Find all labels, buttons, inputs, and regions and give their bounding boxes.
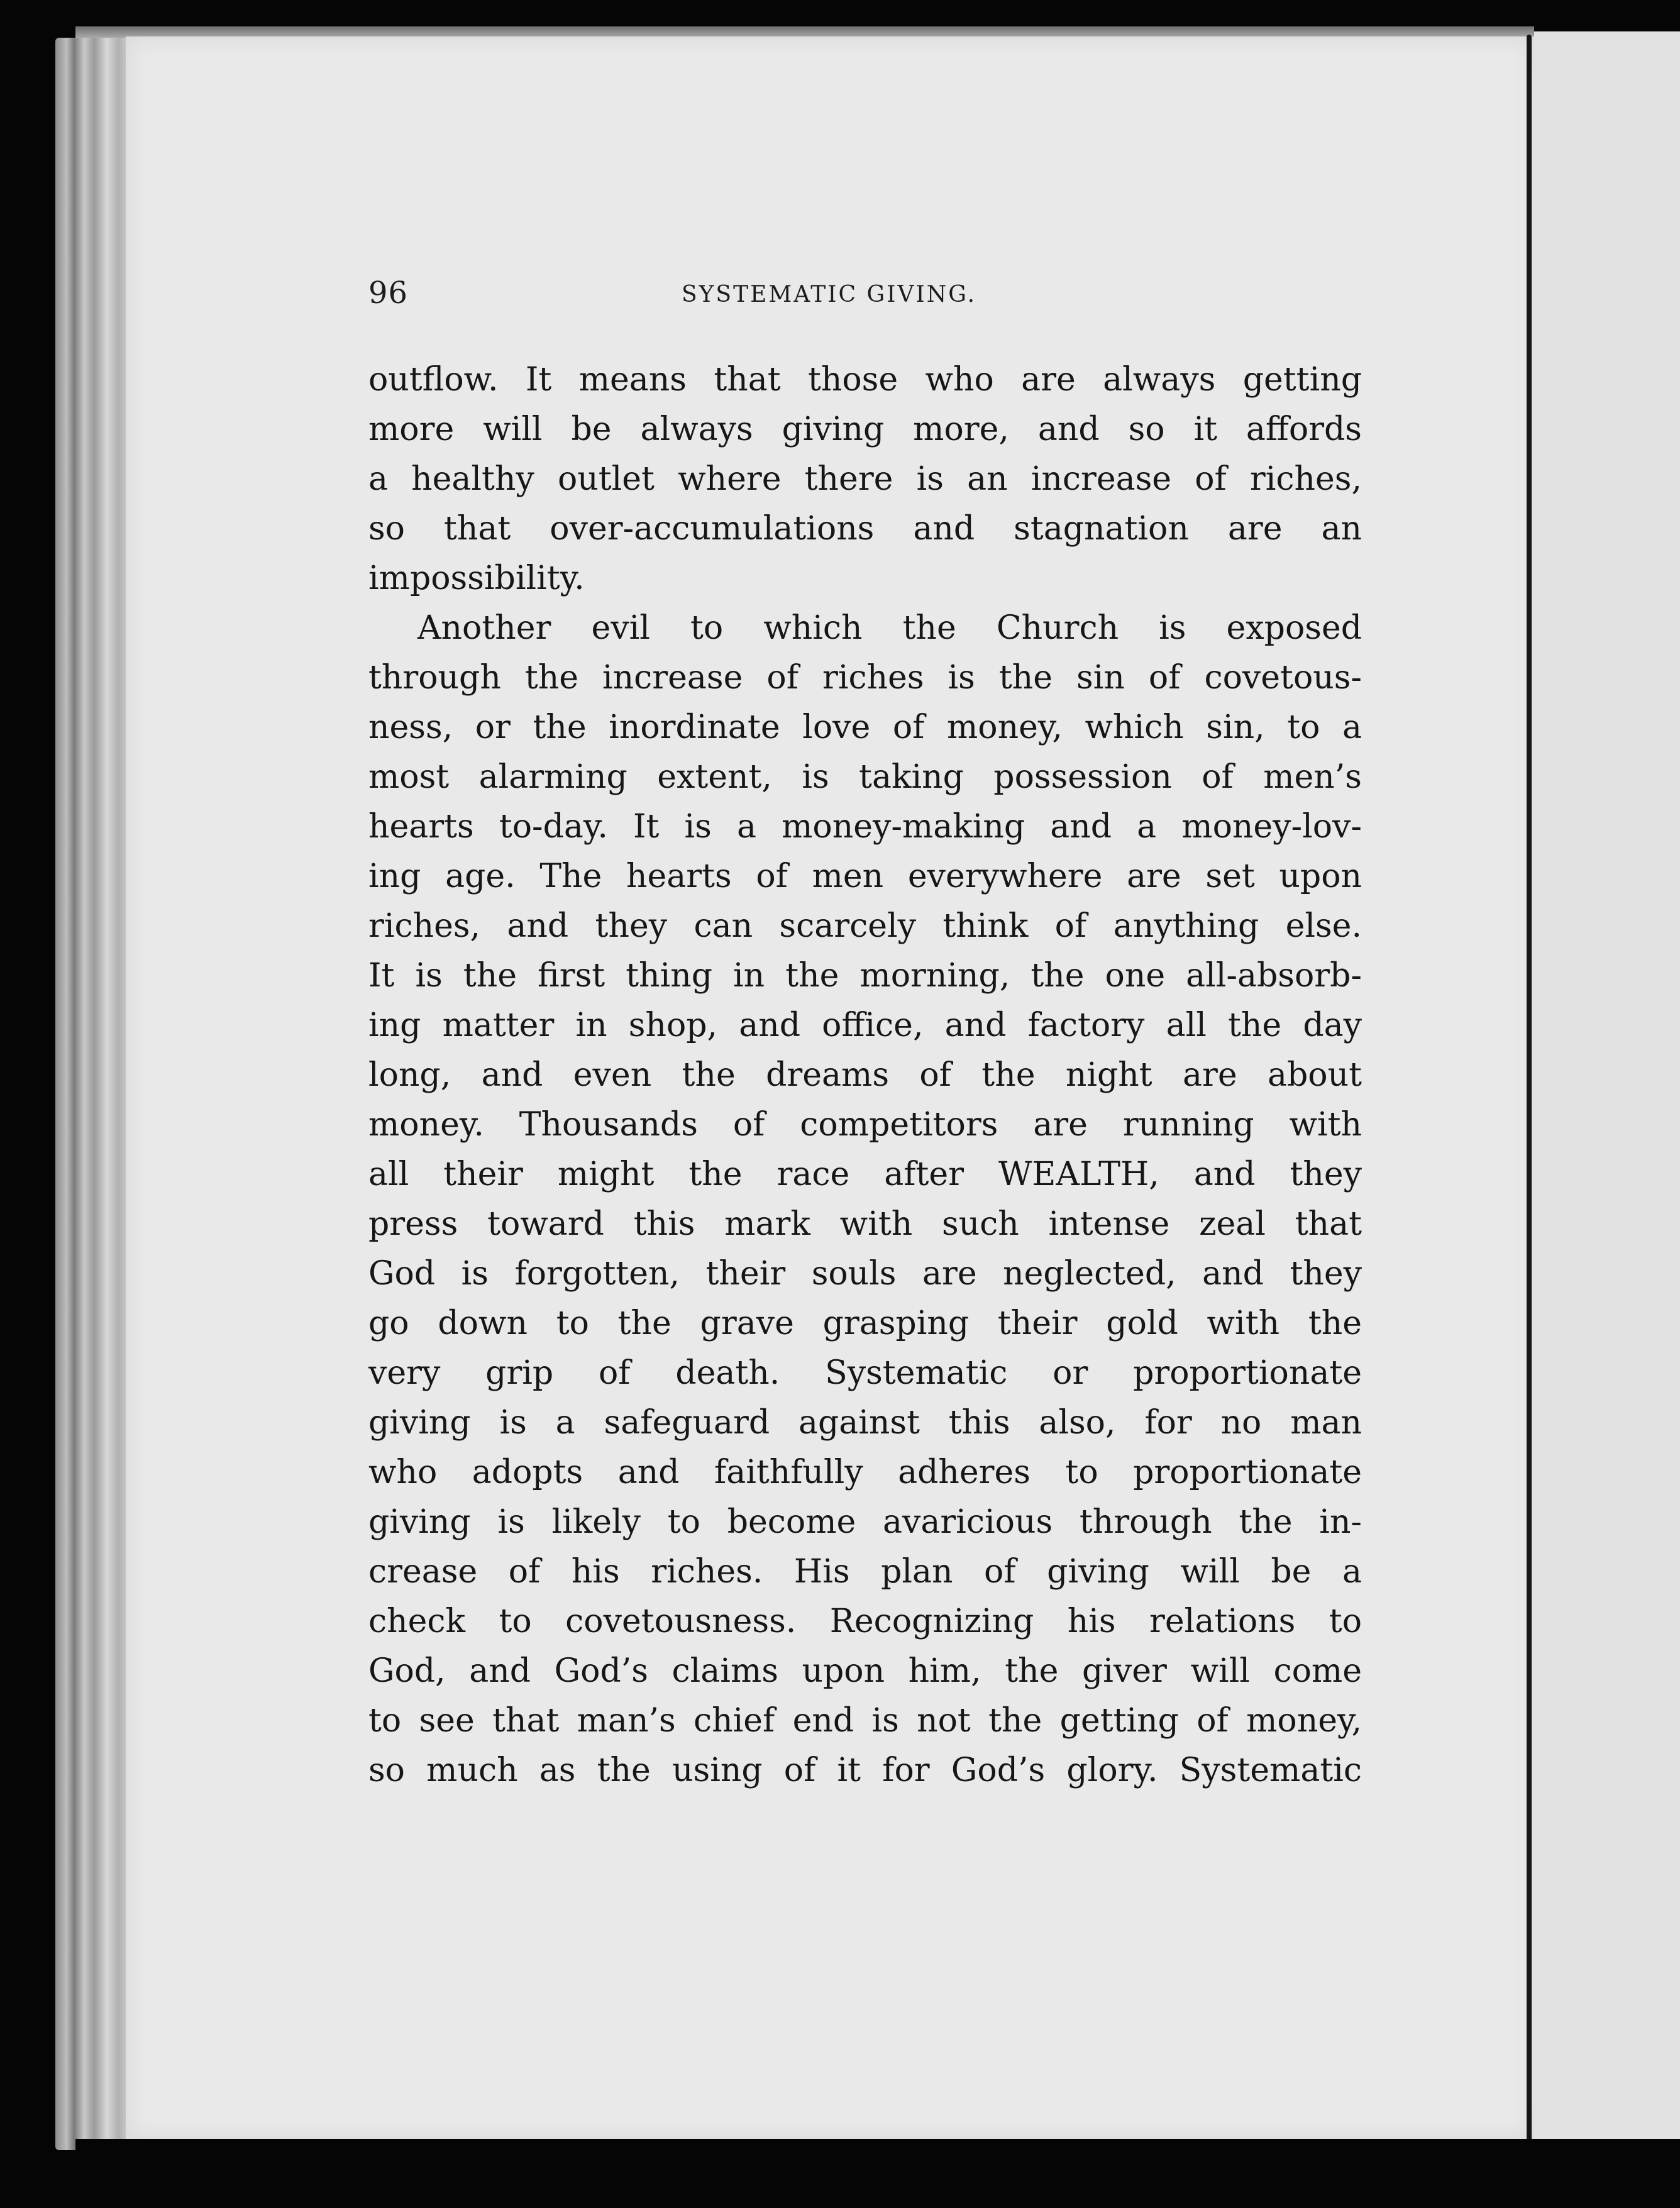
text-line: impossibility. bbox=[368, 560, 585, 597]
text-line: giving is likely to become avaricious through the in- bbox=[368, 1503, 1362, 1541]
text-line: It is the first thing in the morning, the one all-absorb- bbox=[368, 957, 1362, 995]
paragraph-1 bbox=[368, 355, 1362, 604]
text-line: Another evil to which the Church is exposed bbox=[417, 609, 1362, 647]
text-line: riches, and they can scarcely think of anything else. bbox=[368, 907, 1362, 945]
gutter-shadow bbox=[1527, 35, 1532, 2147]
text-line: check to covetousness. Recognizing his relations to bbox=[368, 1603, 1362, 1640]
text-line: ing age. The hearts of men everywhere are set upon bbox=[368, 858, 1362, 895]
text-line: go down to the grave grasping their gold with the bbox=[368, 1305, 1362, 1342]
running-title: SYSTEMATIC GIVING. bbox=[682, 282, 977, 307]
text-line: money. Thousands of competitors are running with bbox=[368, 1106, 1362, 1144]
facing-page-strip bbox=[1534, 31, 1680, 2156]
text-line: who adopts and faithfully adheres to proportionate bbox=[368, 1454, 1362, 1491]
text-line: ing matter in shop, and office, and factory all the day bbox=[368, 1007, 1362, 1044]
text-line: so much as the using of it for God’s glory. Systematic bbox=[368, 1752, 1362, 1789]
text-line: God, and God’s claims upon him, the giver will come bbox=[368, 1652, 1362, 1690]
text-line: press toward this mark with such intense zeal that bbox=[368, 1205, 1362, 1243]
text-line: giving is a safeguard against this also, for no man bbox=[368, 1404, 1362, 1442]
text-line: a healthy outlet where there is an increase of riches, bbox=[368, 460, 1362, 498]
text-line: to see that man’s chief end is not the getting of money, bbox=[368, 1702, 1362, 1740]
text-line: very grip of death. Systematic or proportionate bbox=[368, 1354, 1362, 1392]
body-text bbox=[368, 355, 1362, 1796]
text-line: most alarming extent, is taking possession of men’s bbox=[368, 758, 1362, 796]
scan-bottom-margin bbox=[75, 2139, 1680, 2208]
text-line: all their might the race after WEALTH, and they bbox=[368, 1156, 1362, 1193]
page-header bbox=[368, 275, 1312, 319]
text-line: so that over-accumulations and stagnation are an bbox=[368, 510, 1362, 548]
paragraph-2 bbox=[368, 604, 1362, 1796]
text-line: long, and even the dreams of the night are about bbox=[368, 1056, 1362, 1094]
text-line: God is forgotten, their souls are neglected, and they bbox=[368, 1255, 1362, 1293]
text-line: more will be always giving more, and so it affords bbox=[368, 411, 1362, 448]
text-line: hearts to-day. It is a money-making and a money-lov- bbox=[368, 808, 1362, 846]
text-line: outflow. It means that those who are always getting bbox=[368, 361, 1362, 399]
text-line: through the increase of riches is the sin of covetous- bbox=[368, 659, 1362, 697]
text-line: crease of his riches. His plan of giving will be a bbox=[368, 1553, 1362, 1591]
text-line: ness, or the inordinate love of money, which sin, to a bbox=[368, 709, 1362, 746]
page-number: 96 bbox=[368, 275, 409, 311]
